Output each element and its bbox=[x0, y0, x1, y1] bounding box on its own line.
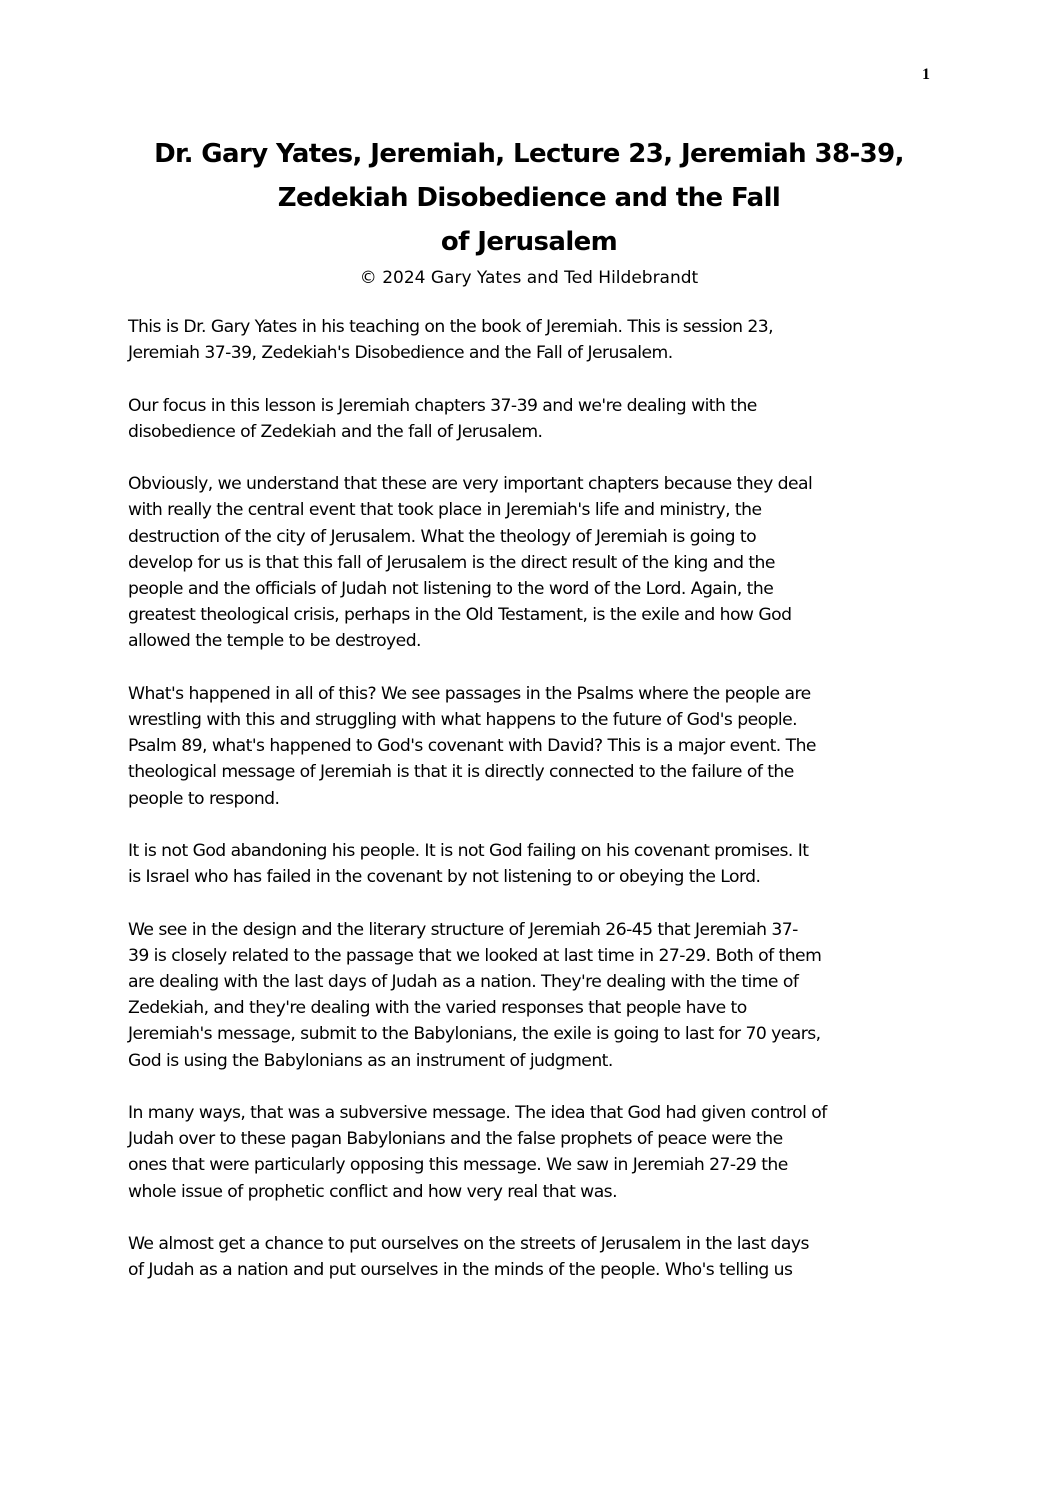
text-line: In many ways, that was a subversive message. The idea that God had given control of bbox=[128, 1103, 827, 1123]
text-line: people to respond. bbox=[128, 788, 280, 809]
text-line: whole issue of prophetic conflict and how very real that was. bbox=[128, 1181, 617, 1202]
text-line: ones that were particularly opposing this message. We saw in Jeremiah 27-29 the bbox=[128, 1155, 788, 1176]
text-line: It is not God abandoning his people. It is not God failing on his covenant promises. It bbox=[128, 841, 809, 861]
text-line: This is Dr. Gary Yates in his teaching on the book of Jeremiah. This is session 23, bbox=[128, 317, 774, 337]
text-line: We almost get a chance to put ourselves on the streets of Jerusalem in the last days bbox=[128, 1234, 809, 1254]
text-line: Jeremiah's message, submit to the Babylonians, the exile is going to last for 70 years, bbox=[128, 1024, 821, 1045]
paragraph bbox=[128, 917, 934, 1074]
text-line: Jeremiah 37-39, Zedekiah's Disobedience and the Fall of Jerusalem. bbox=[128, 343, 673, 364]
text-line: Psalm 89, what's happened to God's covenant with David? This is a major event. The bbox=[128, 736, 816, 757]
title-line: Zedekiah Disobedience and the Fall bbox=[277, 183, 781, 213]
text-line: are dealing with the last days of Judah as a nation. They're dealing with the time of bbox=[128, 972, 799, 992]
paragraph bbox=[128, 838, 934, 890]
text-line: develop for us is that this fall of Jerusalem is the direct result of the king and the bbox=[128, 552, 775, 573]
paragraph bbox=[128, 393, 934, 445]
text-line: wrestling with this and struggling with what happens to the future of God's people. bbox=[128, 710, 798, 730]
text-line: of Judah as a nation and put ourselves in the minds of the people. Who's telling us bbox=[128, 1260, 793, 1281]
text-line: greatest theological crisis, perhaps in the Old Testament, is the exile and how God bbox=[128, 605, 792, 626]
text-line: What's happened in all of this? We see passages in the Psalms where the people are bbox=[128, 683, 811, 704]
text-line: Judah over to these pagan Babylonians and the false prophets of peace were the bbox=[128, 1129, 783, 1150]
body-text bbox=[128, 314, 934, 1310]
paragraph bbox=[128, 471, 934, 654]
page-number: 1 bbox=[922, 66, 930, 83]
text-line: Zedekiah, and they're dealing with the varied responses that people have to bbox=[128, 998, 747, 1019]
text-line: allowed the temple to be destroyed. bbox=[128, 631, 421, 652]
text-line: is Israel who has failed in the covenant by not listening to or obeying the Lord. bbox=[128, 867, 761, 888]
text-line: people and the officials of Judah not listening to the word of the Lord. Again, the bbox=[128, 579, 774, 599]
text-line: Our focus in this lesson is Jeremiah chapters 37-39 and we're dealing with the bbox=[128, 395, 757, 416]
title-line: of Jerusalem bbox=[440, 227, 618, 257]
text-line: theological message of Jeremiah is that it is directly connected to the failure of the bbox=[128, 762, 794, 783]
paragraph bbox=[128, 681, 934, 812]
text-line: disobedience of Zedekiah and the fall of Jerusalem. bbox=[128, 421, 543, 442]
copyright-notice: © 2024 Gary Yates and Ted Hildebrandt bbox=[359, 268, 699, 288]
title-line: Dr. Gary Yates, Jeremiah, Lecture 23, Jeremiah 38-39, bbox=[154, 139, 904, 169]
text-line: 39 is closely related to the passage that we looked at last time in 27-29. Both of them bbox=[128, 945, 822, 966]
text-line: Obviously, we understand that these are very important chapters because they deal bbox=[128, 474, 813, 495]
text-line: with really the central event that took place in Jeremiah's life and ministry, the bbox=[128, 500, 762, 521]
document-header bbox=[100, 132, 958, 292]
text-line: God is using the Babylonians as an instrument of judgment. bbox=[128, 1050, 613, 1071]
paragraph bbox=[128, 1231, 934, 1283]
text-line: destruction of the city of Jerusalem. What the theology of Jeremiah is going to bbox=[128, 526, 757, 547]
paragraph bbox=[128, 1100, 934, 1205]
text-line: We see in the design and the literary structure of Jeremiah 26-45 that Jeremiah 37- bbox=[128, 919, 798, 940]
paragraph bbox=[128, 314, 934, 366]
